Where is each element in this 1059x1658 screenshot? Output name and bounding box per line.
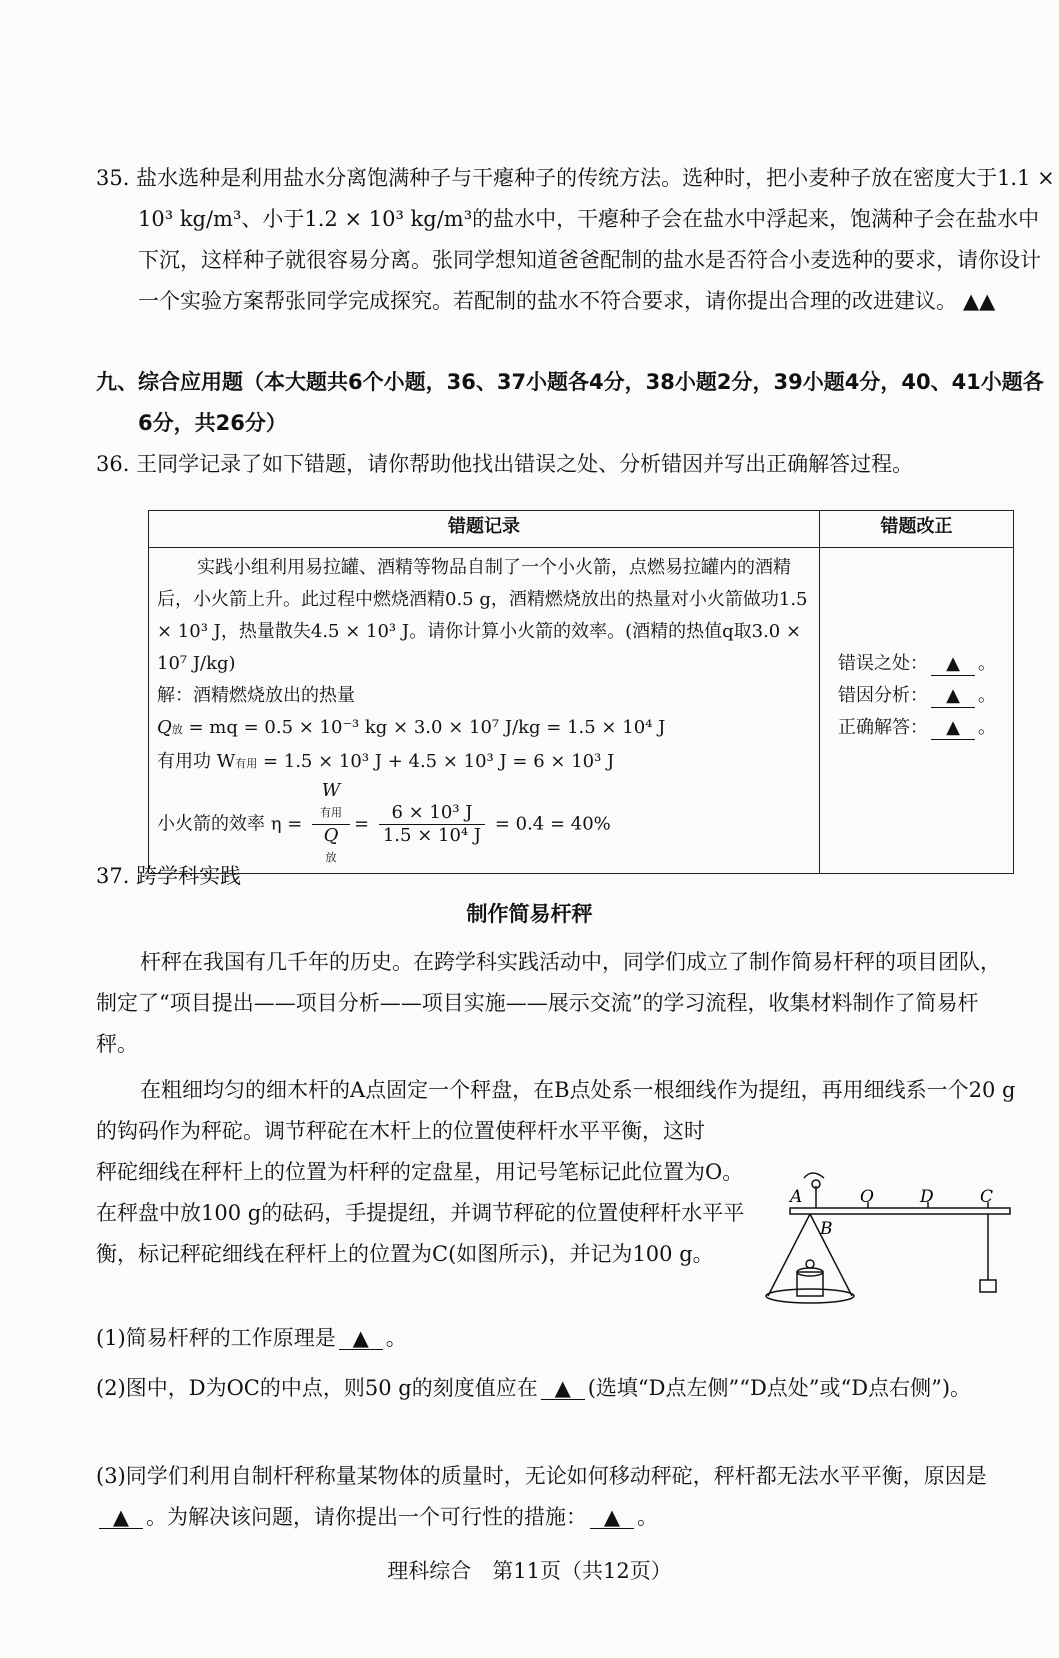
question-37-para1: 杆秤在我国有几千年的历史。在跨学科实践活动中，同学们成立了制作简易杆秤的项目团队，制定了“项目提出——项目分析——项目实施——展示交流”的学习流程，收集材料制作了简易杆秤。 [96, 950, 1001, 1056]
question-37-heading: 37. 跨学科实践 [96, 864, 242, 888]
label-c: C [980, 1187, 994, 1207]
section-9-heading: 九、综合应用题（本大题共6个小题，36、37小题各4分，38小题2分，39小题4分，40、41小题各6分，共26分） [96, 370, 1044, 435]
question-35 [96, 158, 1058, 322]
answer-blank[interactable]: ▲ [931, 653, 975, 676]
steelyard-figure [750, 1168, 1020, 1318]
fix-error-analysis: 错因分析： ▲ 。 [838, 685, 996, 706]
question-37-sub2: (2)图中，D为OC的中点，则50 g的刻度值应在 ▲ (选填“D点左侧”“D点处”或“D点右侧”)。 [96, 1376, 972, 1400]
problem-cell [149, 548, 820, 874]
question-37-sub3: (3)同学们利用自制杆秤称量某物体的质量时，无论如何移动秤砣，秤杆都无法水平平衡，原因是▲ 。为解决该问题，请你提出一个可行性的措施： ▲ 。 [96, 1464, 987, 1529]
problem-text: 实践小组利用易拉罐、酒精等物品自制了一个小火箭，点燃易拉罐内的酒精后，小火箭上升。此过程中燃烧酒精0.5 g，酒精燃烧放出的热量对小火箭做功1.5 × 10³ J，热量散失4.5 × 10³ J。请你计算小火箭的效率。(酒精的热值q取3.0 × 10⁷ J/kg) [157, 557, 808, 674]
fraction-values: $\frac{\text{6 × 10³ J}}{\text{1.5 × 10⁴ J}}$ [379, 802, 485, 847]
label-b: B [820, 1219, 833, 1239]
table-header-fix: 错题改正 [820, 511, 1014, 548]
question-37-para2a: 在粗细均匀的细木杆的A点固定一个秤盘，在B点处系一根细线作为提纽，再用细线系一个20 g的钩码作为秤砣。调节秤砣在木杆上的位置使秤杆水平平衡，这时 [96, 1078, 1016, 1143]
label-a: A [790, 1187, 803, 1207]
solution-efficiency: 小火箭的效率 η = W 有用 Q 放 = $\frac{\text{6 × 10³ J}}{\text{1.5 × 10⁴ J}}$ = 0.4 = 40% [157, 780, 811, 869]
answer-blank[interactable]: ▲ [590, 1506, 634, 1529]
table-header-record: 错题记录 [149, 511, 820, 548]
answer-blank[interactable]: ▲ [541, 1377, 585, 1400]
solution-work: 有用功 W有用 = 1.5 × 10³ J + 4.5 × 10³ J = 6 × 10³ J [157, 751, 615, 772]
error-record-table [148, 510, 1014, 874]
answer-blank[interactable]: ▲ [931, 685, 975, 708]
question-35-text: 35. 盐水选种是利用盐水分离饱满种子与干瘪种子的传统方法。选种时，把小麦种子放在密度大于1.1 × 10³ kg/m³、小于1.2 × 10³ kg/m³的盐水中，干瘪种子会在盐水中浮起来，饱满种子会在盐水中下沉，这样种子就很容易分离。张同学想知道爸爸配制的盐水是否符合小麦选种的要求，请你设计一个实验方案帮张同学完成探究。若配制的盐水不符合要求，请你提出合理的改进建议。 [96, 166, 1055, 313]
page-footer: 理科综合 第11页（共12页） [387, 1559, 672, 1583]
label-d: D [920, 1187, 934, 1207]
answer-blank[interactable]: ▲ [931, 717, 975, 740]
answer-blank[interactable]: ▲ [99, 1506, 143, 1529]
fraction-w-over-q: W 有用 Q 放 [312, 780, 350, 869]
answer-marker: ▲▲ [963, 289, 996, 313]
solution-heat: Q放 = mq = 0.5 × 10⁻³ kg × 3.0 × 10⁷ J/kg = 1.5 × 10⁴ J [157, 717, 666, 738]
question-36-intro: 36. 王同学记录了如下错题，请你帮助他找出错误之处、分析错因并写出正确解答过程。 [96, 452, 914, 476]
solution-title: 解：酒精燃烧放出的热量 [157, 685, 355, 706]
fix-error-location: 错误之处： ▲ 。 [838, 653, 996, 674]
question-37-title: 制作简易杆秤 [466, 902, 593, 926]
fix-cell [820, 548, 1014, 874]
label-o: O [860, 1187, 874, 1207]
question-37-para2b: 秤砣细线在秤杆上的位置为杆秤的定盘星，用记号笔标记此位置为O。在秤盘中放100 g的砝码，手提提纽，并调节秤砣的位置使秤杆水平平衡，标记秤砣细线在秤杆上的位置为C(如图所示)，并记为100 g。 [96, 1160, 745, 1266]
question-37-sub1: (1)简易杆秤的工作原理是 ▲ 。 [96, 1326, 407, 1350]
fix-correct-answer: 正确解答： ▲ 。 [838, 717, 996, 738]
answer-blank[interactable]: ▲ [339, 1327, 383, 1350]
